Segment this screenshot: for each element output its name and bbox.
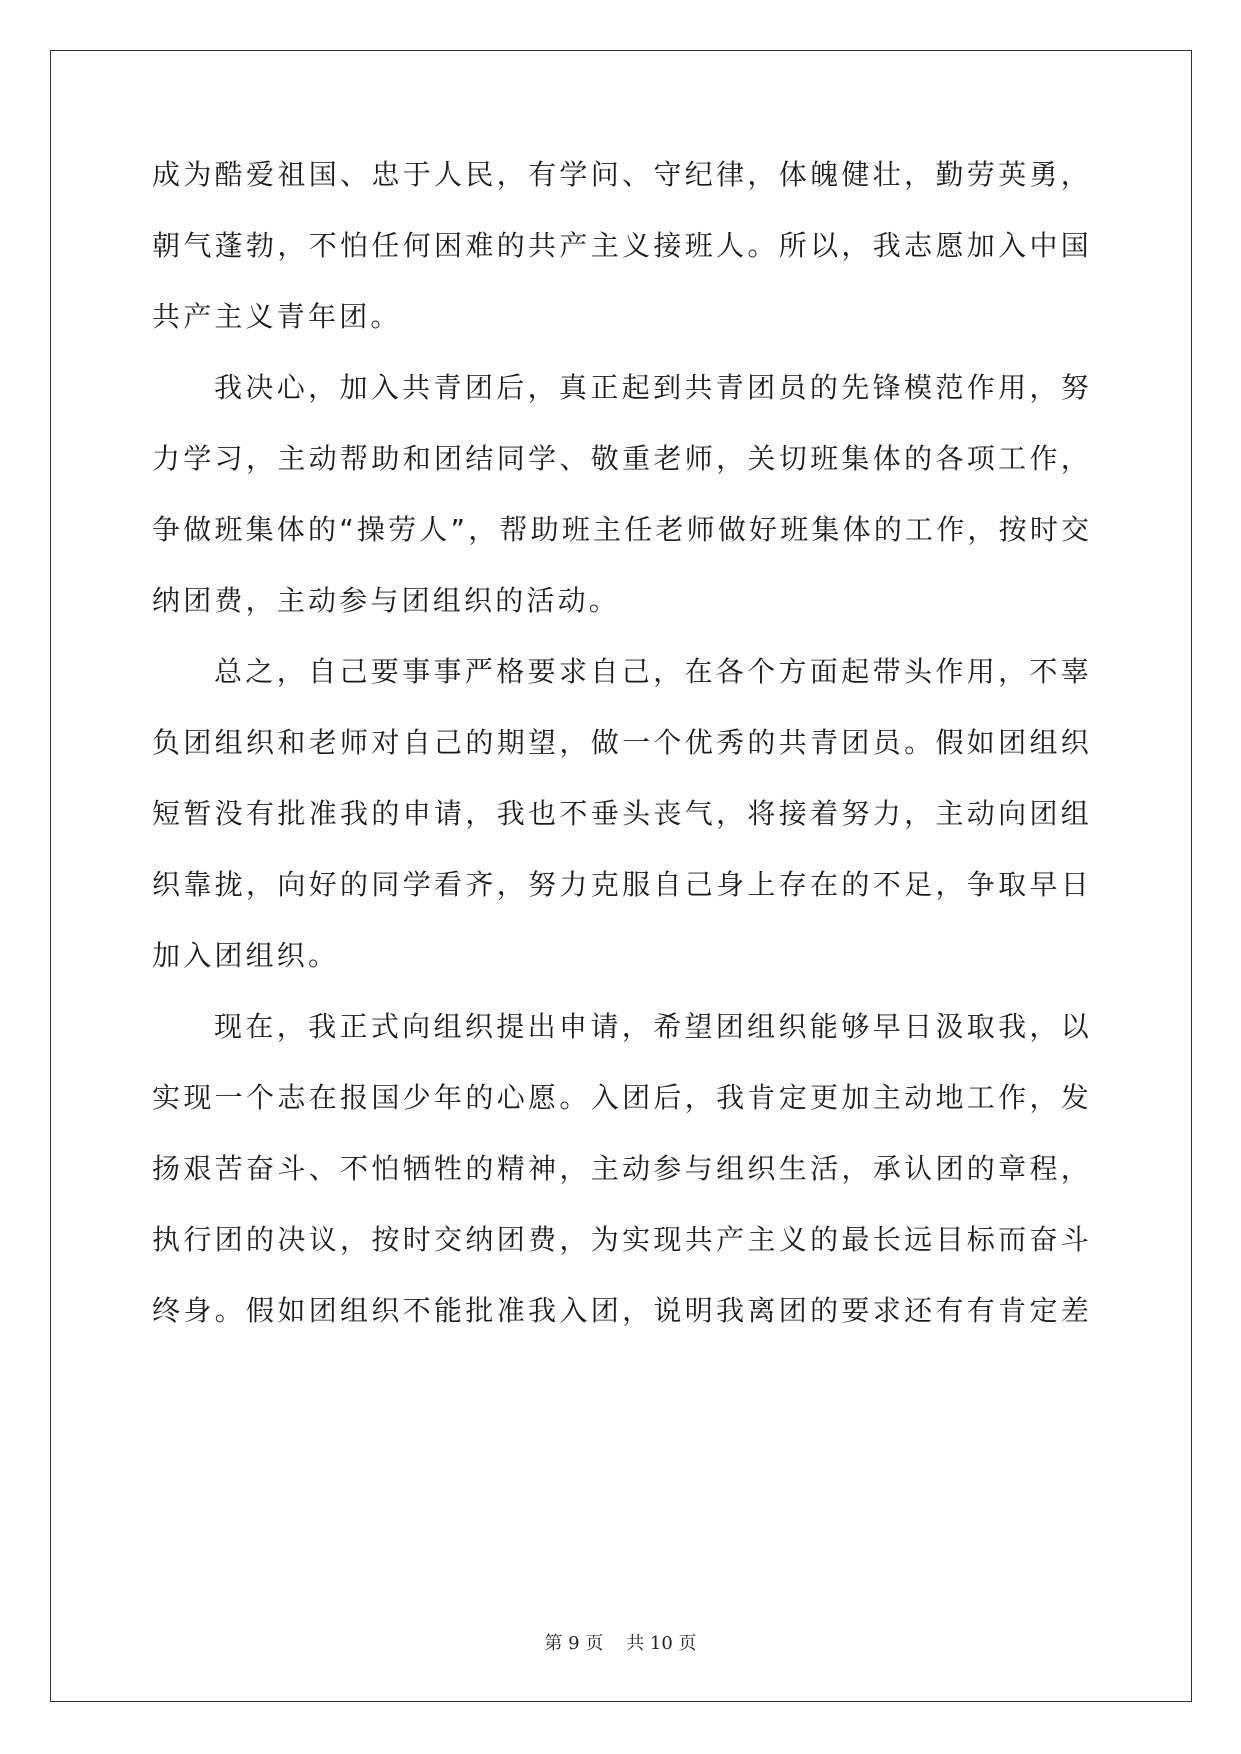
page-number-footer: 第 9 页 共 10 页 — [544, 1633, 697, 1654]
text-line: 实现一个志在报国少年的心愿。入团后，我肯定更加主动地工作，发 — [152, 1081, 1092, 1114]
text-line: 朝气蓬勃，不怕任何困难的共产主义接班人。所以，我志愿加入中国 — [152, 229, 1092, 262]
text-line: 现在，我正式向组织提出申请，希望团组织能够早日汲取我，以 — [214, 1010, 1092, 1043]
text-line: 织靠拢，向好的同学看齐，努力克服自己身上存在的不足，争取早日 — [152, 868, 1092, 901]
text-line: 我决心，加入共青团后，真正起到共青团员的先锋模范作用，努 — [214, 371, 1092, 404]
text-line: 纳团费，主动参与团组织的活动。 — [152, 584, 621, 617]
text-line: 扬艰苦奋斗、不怕牺牲的精神，主动参与组织生活，承认团的章程， — [152, 1152, 1092, 1185]
text-line: 加入团组织。 — [152, 939, 340, 972]
text-line: 短暂没有批准我的申请，我也不垂头丧气，将接着努力，主动向团组 — [152, 797, 1092, 830]
text-line: 力学习，主动帮助和团结同学、敬重老师，关切班集体的各项工作， — [152, 442, 1092, 475]
text-line: 终身。假如团组织不能批准我入团，说明我离团的要求还有有肯定差 — [152, 1294, 1092, 1327]
text-line: 负团组织和老师对自己的期望，做一个优秀的共青团员。假如团组织 — [152, 726, 1092, 759]
text-line: 争做班集体的“操劳人”，帮助班主任老师做好班集体的工作，按时交 — [152, 513, 1093, 546]
text-line: 共产主义青年团。 — [152, 300, 402, 333]
text-line: 成为酷爱祖国、忠于人民，有学问、守纪律，体魄健壮，勤劳英勇， — [152, 158, 1092, 191]
text-line: 执行团的决议，按时交纳团费，为实现共产主义的最长远目标而奋斗 — [152, 1223, 1092, 1256]
text-line: 总之，自己要事事严格要求自己，在各个方面起带头作用，不辜 — [214, 655, 1092, 688]
